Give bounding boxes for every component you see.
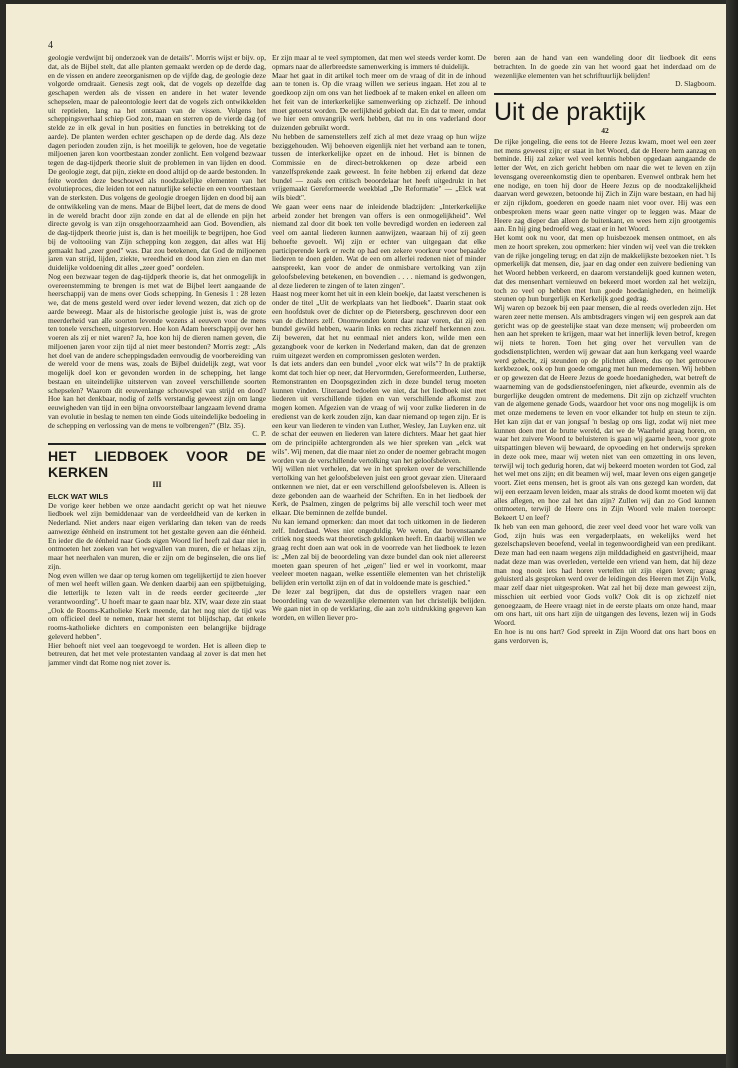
paragraph: De vorige keer hebben we onze aandacht gericht op wat het nieuwe liedboek wel zijn bemiddenaar van de verdeeldheid van de kerken in Nederland. Niet anders naar eigen verklaring dan teken van de reeds aanwezige éénheid en instrument tot het gestalte geven aan die éénheid. En ieder die de éénheid naar Gods eigen Woord lief heeft zal daar niet in ontmoeten het zoeken van het wegvallen van muren, die er helaas zijn, maar het neerhalen van muren, die er zijn om de beginselen, die ons lief zijn. [48,500,266,571]
column-3 [494,54,716,1050]
paragraph: En hoe is nu ons hart? God spreekt in Zijn Woord dat ons hart boos en gans verdorven is, [494,626,716,645]
paragraph: Ik heb van een man gehoord, die zeer veel deed voor het ware volk van God, zijn huis was een vergaderplaats, en wekelijks werd het gezelschapsleven beoefend, veelal in tegenwoordigheid van een predikant. Deze man had een naam wegens zijn milddadigheid en gastvrijheid, maar nadat deze man was overleden, vertelde een vriend van hem, dat hij deze man nog nooit iets had horen vertellen uit zijn eigen leven; graag geluisterd als gesproken werd over de leidingen des Heeren met Zijn Volk, maar zelf daar niet uitgesproken. Wat zal het bij deze man geweest zijn, misschien uit eerbied voor Gods volk? Ook dit is op zichzelf niet genoegzaam, de Heere vraagt niet in de eerste plaats om onze hand, maar om ons hart, uit ons hart zijn de uitgangen des levens, lezen wij in Gods Woord. [494,521,716,627]
paragraph: Er zijn maar al te veel symptomen, dat men wel steeds verder komt. De opmars naar de allerbreedste samenwerking is immers té duidelijk. [272,54,486,71]
paragraph: Wij waren op bezoek bij een paar mensen, die al reeds overleden zijn. Het waren zeer nette mensen. Als ambtsdragers vingen wij een gesprek aan dat gericht was op de geestelijke staat van deze mensen; wij probeerden om hen aan het spreken te krijgen, maar wat het innerlijk leven betrof, kregen wij niets te horen. Toen het ging over het vervullen van de godsdienstplichten, werden wij gewaar dat aan hun kerkgang veel waarde werd gehecht, zij steunden op de plichten alleen, dus op het getrouwe kerkbezoek, ook op hun goede omgang met hun medemensen. Wij hebben er op gewezen dat de Heere Jezus de goede hoedanigheden, wat betreft de waarneming van de godsdienstoefeningen, niet afkeurde, evenmin als de burgerlijke deugden omtrent de medemens. Dit zijn op zichzelf vruchten van de algemene genade Gods, waardoor het voor ons nog mogelijk is om met onze medemens te leven en voor elkander tot hulp en steun te zijn. Het kan zijn dat er van jongsaf 'n beslag op ons ligt, zodat wij niet mee kunnen doen met de brutte wereld, dat we de Waarheid graag horen, en waar het zuivere Woord te beluisteren is gaan wij gaarne heen, voor grote uitspattingen bleven wij bewaard, de opvoeding en het onderwijs spreken in deze ook mee, maar wij weten niet van een omzetting in ons leven, terwijl wij toch gedurig horen, dat wij bekeerd moeten worden tot God, zal het wel met ons zijn; en dit beamen wij wel, maar leven ons eigen gangetje voort. Ziet eens mensen, het is groot als van ons gezegd kan worden, dat wij een eerzaam leven leiden, maar als straks de dood komt moeten wij dat alles aflegen, en hoe zal het dan zijn? Zullen wij dan zo God kunnen ontmoeten, terwijl de Heere ons in Zijn Woord vele malen toeroept: Bekeert U en leef? [494,303,716,522]
paragraph: Haast nog meer komt het uit in een klein boekje, dat laatst verschenen is onder de titel „Uit de werkplaats van het liedboek". Daarin staat ook een hoofdstuk over de dichter op de Pietersberg, geschreven door een van de dichters zelf. Onomwonden komt daar naar voren, dat zij een bundel gewild hebben, waarin links en rechts zichzelf herkennen zou. Zij beweren, dat het nu eenmaal niet anders kon, wilde men een gezangboek voor de kerken in Nederland maken, dan dat de grenzen ruim uitgezet werden en compromissen gesloten werden. [272,289,486,360]
section-title-liedboek: HET LIEDBOEK VOOR DE KERKEN [48,448,266,480]
section-divider [494,93,716,95]
paragraph: beren aan de hand van een wandeling door dit liedboek dit eens betrachten. In de goede zin van het woord gaat het inderdaad om de wezenlijke elementen van het schriftuurlijk belijden! [494,54,716,80]
paragraph: Nog even willen we daar op terug komen om tegelijkertijd te zien hoever of men wel heeft willen gaan. We denken daarbij aan een spijtbetuiging, die letterlijk te lezen valt in de reeds eerder geciteerde „ter verantwoording". U hoeft maar te gaan naar blz. XIV, waar deze zin staat „Ook de Rooms-Katholieke Kerk meende, dat het nog niet de tijd was om officieel deel te nemen, maar het stemt tot blijdschap, dat enkele rooms-katholieke dichters en componisten een belangrijke bijdrage geleverd hebben". [48,570,266,641]
paragraph: De lezer zal begrijpen, dat dus de opstellers vragen naar een beoordeling van de wezenlijke elementen van het christelijk belijden. We gaan niet in op de verklaring, die aan zo'n uitdrukking gegeven kan worden, en willen liever pro- [272,586,486,622]
paragraph: Het komt ook nu voor, dat men op huisbezoek mensen ontmoet, en als men ze hoort spreken, zou opmerken: hier vinden wij veel van die trekken van de rijke jongeling terug; en dat zijn de makkelijkste bezoeken niet. 't Is opmerkelijk dat mensen, die, jaar en dag onder een zuivere bediening van het Woord hebben verkeerd, en daarom verstandelijk goed kunnen weten, dat des mensenhart vernieuwd en bekeerd moet worden zal het welzijn, toch zo veel op hebben met hun goede hoedanigheden, en heimelijk steunen op hun burgerlijk en Kerkelijk goed gedrag. [494,233,716,304]
scan-edge [726,0,738,1068]
paragraph: Is dat iets anders dan een bundel „voor elck wat wils"? In de praktijk komt dat toch hier op neer, dat Hervormden, Gereformeerden, Lutherse, Remonstranten en Doopsgezinden zich in deze bundel terug moeten kunnen vinden. Uiteraard bedoelen we niet, dat het liedboek niet met liederen uit verschillende tijden en van verschillende afkomst zou mogen komen. Afgezien van de vraag of wij voor zulke liederen in de eredienst van de kerk zouden zijn, kan daar niemand op tegen zijn. Er is een keur van liederen te vinden van Luther, Wesley, Jan Luyken enz. uit de schat der eeuwen en liederen van latere dichters. Maar het gaat hier om de principiële achtergronden als we hier spreken van „elck wat wils". Wij menen, dat die maar niet zo onder de noemer gebracht mogen worden van de verschillende vertolking van het geloofsbeleven. [272,359,486,465]
paragraph: We gaan weer eens naar de inleidende bladzijden: „Interkerkelijke arbeid zonder het brengen van offers is een onmogelijkheid". Wel niemand zal door dit boek ten volle bevredigd worden en iedereen zal veel om aantal liederen kunnen aanwijzen, waaraan hij of zij geen behoefte gevoelt. Wij zijn er echter van uitgegaan dat elke participerende kerk er recht op had een zekere voorkeur voor bepaalde liederen te doen gelden. Wat de een om allerlei redenen niet of minder aanspreekt, kan voor de ander de onmisbare vertolking van zijn geloofsbeleving betekenen, en bovendien . . . . niemand is gedwongen, al deze liederen te zingen of te laten zingen". [272,201,486,290]
section-title-uit-de-praktijk: Uit de praktijk [494,98,646,126]
section-number: 42 [601,126,609,135]
column-1 [48,54,266,1050]
signature-cp: C. P. [252,429,266,439]
paragraph: Nu kan iemand opmerken: dan moet dat toch uitkomen in de liederen zelf. Inderdaad. Wees niet ongeduldig. We weten, dat bovenstaande critiek nog steeds wat theoretisch geklonken heeft. En daarbij willen we graag recht doen aan wat ook in de voorrede van het liedboek te lezen is: „Men zal bij de beoordeling van deze bundel dan ook niet allereerst moeten gaan speuren of het „eigen" lied er wel in voorkomt, maar veeleer moeten nagaan, welke essentiële elementen van het christelijk belijden erin vertolkt zijn en of dat in voldoende mate is geschied." [272,516,486,587]
page-number: 4 [48,40,53,51]
paragraph: Wij willen niet verhelen, dat we in het spreken over de verschillende vertolking van het geloofsbeleven juist een groot gevaar zien. Uiteraard ontkennen we niet, dat er een verschillend geloofsbeleven is. Alleen is deze gebonden aan de waarheid der Schriften. En in het liedboek der Kerk, de Psalmen, zingen de pelgrims bij alle verschil toch weer met elkaar. Die beminnen de zelfde bundel. [272,464,486,517]
signature-slagboom: D. Slagboom. [675,79,716,89]
section-number: III [152,480,162,489]
paragraph: Maar het gaat in dit artikel toch meer om de vraag of dit in de inhoud aan te tonen is. Op die vraag willen we serieus ingaan. Het zou al te goedkoop zijn om ons van het liedboek af te maken enkel en alleen om het feit van de interkerkelijke samenwerking op zichzelf. De inhoud moet getoetst worden. De eerlijkheid gebiedt dat. En dat te meer, omdat we hier een omvangrijk werk hebben, dat nu in ons vaderland door duizenden gebruikt wordt. [272,70,486,132]
paragraph: geologie verdwijnt bij onderzoek van de details". Morris wijst er bijv. op, dat, als de Bijbel stelt, dat alle planten gemaakt werden op de derde dag, en de vissen en andere zeeorganismen op de vijfde dag, de geologie deze volgorde omdraait. Genesis zegt ook, dat de vogels op dezelfde dag geschapen werden als de vissen en andere in het water levende schepselen, maar de paleontologie leert dat de vogels zich ontwikkelden uit reptielen, lang na het ontstaan van de vissen. Volgens het scheppingsverhaal schiep God zon, maan en sterren op de vierde dag (of stelde ze in elk geval in hun posities en functies in betrekking tot de aarde). De planten werden echter geschapen op de derde dag. Als deze dagen perioden zouden zijn, is het moeilijk te geloven, hoe de vegetatie miljoenen jaren kon voortbestaan zonder zonlicht. Een volgend bezwaar tegen de dag-tijdperk theorie sluit de problemen in van lijden en dood. De geologie zegt, dat pijn, ziekte en dood altijd op de aarde bestonden. In feite worden deze beschouwd als noodzakelijke elementen van het evolutieproces, die leiden tot een natuurlijke selectie en een voortbestaan van de sterksten. Dus volgens de geologie droegen lijden en dood bij aan de ontwikkeling van de mens. Maar de Bijbel leert, dat de mens de dood in de wereld bracht door zijn zonde en dat al de ellende en pijn het directe gevolg is van zijn onsgehoorzaamheid aan God. Bovendien, als de dag-tijdperk theorie juist is, dan is het moeilijk te begrijpen, hoe God bij de voltooiing van Zijn schepping kon zeggen, dat alles wat Hij gemaakt had „zeer goed" was. Dat zou betekenen, dat God de miljoenen jaren van strijd, lijden, ziekte, wreedheid en dood kon zien en dan met duidelijke voldoening dit alles „zeer goed" oordelen. [48,54,266,272]
column-2 [272,54,486,1050]
paragraph: De rijke jongeling, die eens tot de Heere Jezus kwam, moet wel een zeer net mens geweest zijn; er staat in het Woord, dat de Heere hem aanzag en beminde. Hij zal zeker wel veel kennis hebben opgedaan aangaande de letter der Wet, en zich gericht hebben om naar die wet te leven en zijn levensgang overeenkomstig dien te openbaren. Evenwel ontbrak hem het ene nodige, en toen hij door de Heere Jezus op de noodzakelijkheid daarvan werd gewezen, betoonde hij Zich in Zijn ware bestaan, en had hij er zijn rijkdom, goederen en goede naam niet voor over. Hij was een onbesproken mens waar geen natte vinger op te leggen was. Maar de Heere zag dieper dan alleen de buitenkant, en wees hem zijn grootgemis aan. En hij ging bedroefd weg, staat er in het Woord. [494,136,716,234]
paragraph: Nu hebben de samenstellers zelf zich al met deze vraag op hun wijze beziggehouden. Wij behoeven eigenlijk niet het verband aan te tonen, tussen de interkerkelijke opzet en de inhoud. Het is binnen de Commissie en de direct-betrokkenen op deze arbeid een vanzelfsprekende zaak geweest. In feite hebben zij erkend dat deze bundel — zoals een critisch beoordelaar het heeft uitgedrukt in het vrijgemaakt Gereformeerde weekblad „De Reformatie" — „Elck wat wils biedt". [272,131,486,202]
section-divider [48,443,266,445]
subheading-elck-wat-wils: ELCK WAT WILS [48,491,109,501]
paragraph: Nog een bezwaar tegen de dag-tijdperk theorie is, dat het onmogelijk in overeenstemming te brengen is met wat de Bijbel leert aangaande de heerschappij van de mens over Gods schepping. In Genesis 1 : 28 lezen we, dat de mens gesteld werd over ieder levend wezen, dat zich op de aarde beweegt. Maar als de historische geologie juist is, was de grote meerderheid van alle soorten levende wezens al eeuwen voor de mens ten tonele verscheen, uitgestorven. Hoe kon Adam heerschappij over hen voeren als zij er niet waren? Ja, hoe kon hij de dieren namen geven, die miljoenen jaren voor zijn tijd al niet meer bestonden? Morris zegt: „Als het doel van de andere scheppingsdaden eenvoudig de voorbereiding van de wereld voor de mens was, zoals de Bijbel duidelijk zegt, wat voor mogelijk doel kon er gevonden worden in de schepping, het lange bestaan en uiteindelijke uitsterven van zoveel verschillende soorten schepselen? Waarom dit eeuwenlange schouwspel van strijd en dood? Hoe kan het denkbaar, nodig of zelfs verstandig geweest zijn om lange eeuwigheden van tijd in een bijna onvoorstelbaar langzaam levend drama van evolutie in beslag te nemen ten einde Gods uiteindelijke bedoeling in de schepping en verlossing van de mens te volbrengen?" (Blz. 35). [48,271,266,430]
paragraph: Hier behoeft niet veel aan toegevoegd te worden. Het is alleen diep te betreuren, dat het met vele protestanten vandaag al zover is dat men het jammer vindt dat Rome nog niet zover is. [48,640,266,667]
magazine-page [6,4,726,1054]
